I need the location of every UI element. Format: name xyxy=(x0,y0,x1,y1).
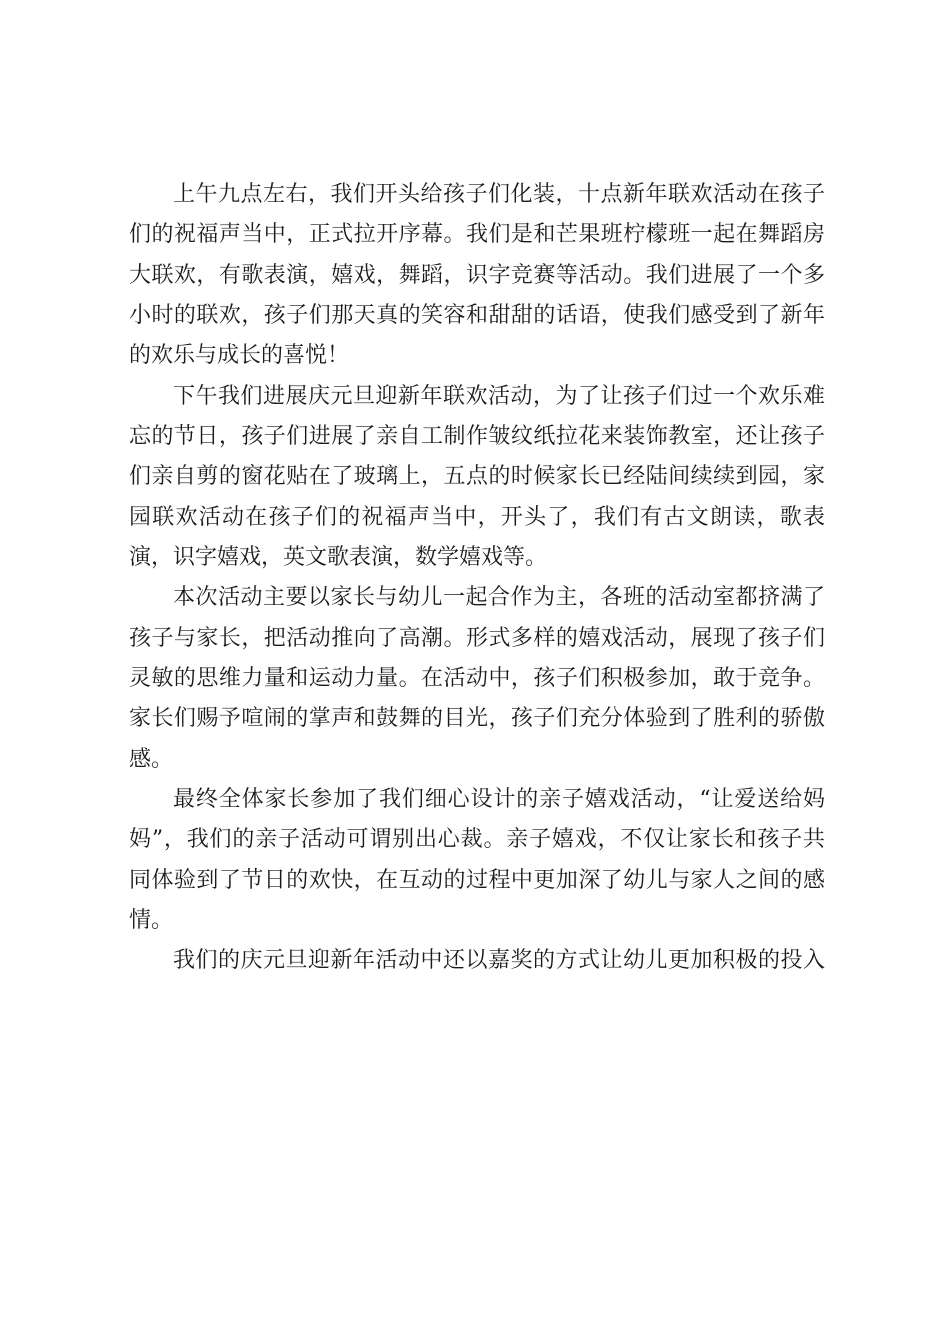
paragraph-1-line-4: 小时的联欢，孩子们那天真的笑容和甜甜的话语，使我们感受到了新年 xyxy=(129,303,825,328)
paragraph-3-line-2: 孩子与家长，把活动推向了高潮。形式多样的嬉戏活动，展现了孩子们 xyxy=(129,626,825,651)
paragraph-5-line-1: 我们的庆元旦迎新年活动中还以嘉奖的方式让幼儿更加积极的投入 xyxy=(173,948,825,973)
paragraph-2-line-5: 演，识字嬉戏，英文歌表演，数学嬉戏等。 xyxy=(129,545,548,570)
paragraph-1-line-5: 的欢乐与成长的喜悦！ xyxy=(129,343,350,368)
paragraph-1-line-2: 们的祝福声当中，正式拉开序幕。我们是和芒果班柠檬班一起在舞蹈房 xyxy=(129,222,825,247)
paragraph-1-line-1: 上午九点左右，我们开头给孩子们化装，十点新年联欢活动在孩子 xyxy=(173,182,825,207)
paragraph-2-line-4: 园联欢活动在孩子们的祝福声当中，开头了，我们有古文朗读，歌表 xyxy=(129,505,825,530)
paragraph-3-line-4: 家长们赐予喧闹的掌声和鼓舞的目光，孩子们充分体验到了胜利的骄傲 xyxy=(129,706,825,731)
paragraph-3-line-1: 本次活动主要以家长与幼儿一起合作为主，各班的活动室都挤满了 xyxy=(173,585,825,610)
paragraph-3-line-5: 感。 xyxy=(129,747,174,772)
paragraph-4-line-4: 情。 xyxy=(129,908,174,933)
paragraph-2-line-3: 们亲自剪的窗花贴在了玻璃上，五点的时候家长已经陆间续续到园，家 xyxy=(129,464,825,489)
paragraph-3-line-3: 灵敏的思维力量和运动力量。在活动中，孩子们积极参加，敢于竞争。 xyxy=(129,666,825,691)
paragraph-4-line-2: 妈”，我们的亲子活动可谓别出心裁。亲子嬉戏，不仅让家长和孩子共 xyxy=(129,827,825,852)
paragraph-4-line-3: 同体验到了节日的欢快，在互动的过程中更加深了幼儿与家人之间的感 xyxy=(129,868,825,893)
paragraph-2-line-1: 下午我们进展庆元旦迎新年联欢活动，为了让孩子们过一个欢乐难 xyxy=(173,384,825,409)
paragraph-4-line-1: 最终全体家长参加了我们细心设计的亲子嬉戏活动，“让爱送给妈 xyxy=(173,787,825,812)
paragraph-2-line-2: 忘的节日，孩子们进展了亲自工制作皱纹纸拉花来装饰教室，还让孩子 xyxy=(129,424,825,449)
paragraph-1-line-3: 大联欢，有歌表演，嬉戏，舞蹈，识字竞赛等活动。我们进展了一个多 xyxy=(129,263,825,288)
